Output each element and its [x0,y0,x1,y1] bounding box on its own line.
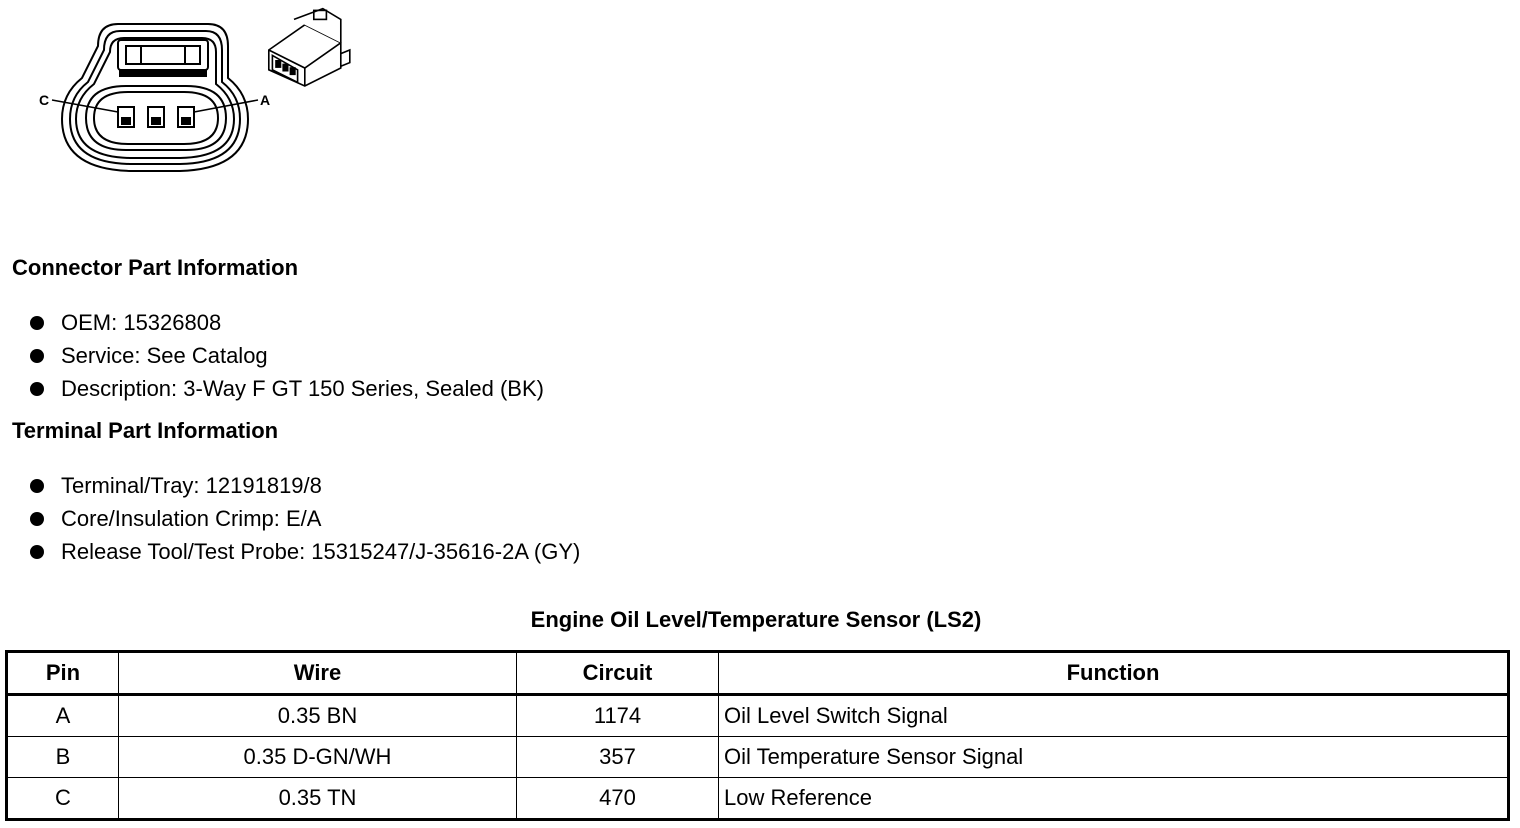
function-cell: Low Reference [719,778,1509,820]
list-item [28,339,544,372]
list-item [28,535,580,568]
table-header-row [7,652,1509,695]
circuit-cell: 357 [517,737,719,778]
terminal-part-info-heading: Terminal Part Information [12,418,279,443]
bullet-icon [30,545,44,559]
list-item [28,372,544,405]
column-header-pin: Pin [7,652,119,695]
circuit-cell: 470 [517,778,719,820]
wire-cell: 0.35 BN [119,695,517,737]
table-row [7,778,1509,820]
connector-oem: OEM: 15326808 [61,310,222,335]
table-title: Engine Oil Level/Temperature Sensor (LS2) [530,607,982,632]
connector-diagram [30,4,370,184]
table-row [7,695,1509,737]
connector-service: Service: See Catalog [61,343,268,368]
bullet-icon [30,382,44,396]
bullet-icon [30,512,44,526]
connector-isometric-view [269,9,350,86]
table-row [7,737,1509,778]
terminal-cavity-b [148,107,164,127]
column-header-circuit: Circuit [517,652,719,695]
connector-face-view [62,24,248,171]
wire-cell: 0.35 TN [119,778,517,820]
terminal-crimp: Core/Insulation Crimp: E/A [61,506,322,531]
terminal-cavity-a [178,107,194,127]
pin-cell: B [7,737,119,778]
pin-function-table [5,650,1510,821]
pin-c-callout: C [38,92,50,108]
connector-part-info-list [28,306,544,405]
terminal-tray: Terminal/Tray: 12191819/8 [61,473,322,498]
bullet-icon [30,479,44,493]
terminal-release-tool: Release Tool/Test Probe: 15315247/J-35616-2A (GY) [61,539,581,564]
column-header-function: Function [719,652,1509,695]
function-cell: Oil Temperature Sensor Signal [719,737,1509,778]
connector-part-info-heading: Connector Part Information [12,255,299,280]
pin-cell: C [7,778,119,820]
wire-cell: 0.35 D-GN/WH [119,737,517,778]
list-item [28,469,580,502]
terminal-cavity-c [118,107,134,127]
function-cell: Oil Level Switch Signal [719,695,1509,737]
connector-description: Description: 3-Way F GT 150 Series, Sealed (BK) [61,376,544,401]
column-header-wire: Wire [119,652,517,695]
circuit-cell: 1174 [517,695,719,737]
bullet-icon [30,349,44,363]
pin-cell: A [7,695,119,737]
bullet-icon [30,316,44,330]
list-item [28,502,580,535]
pin-a-callout: A [259,92,271,108]
list-item [28,306,544,339]
terminal-part-info-list [28,469,580,568]
